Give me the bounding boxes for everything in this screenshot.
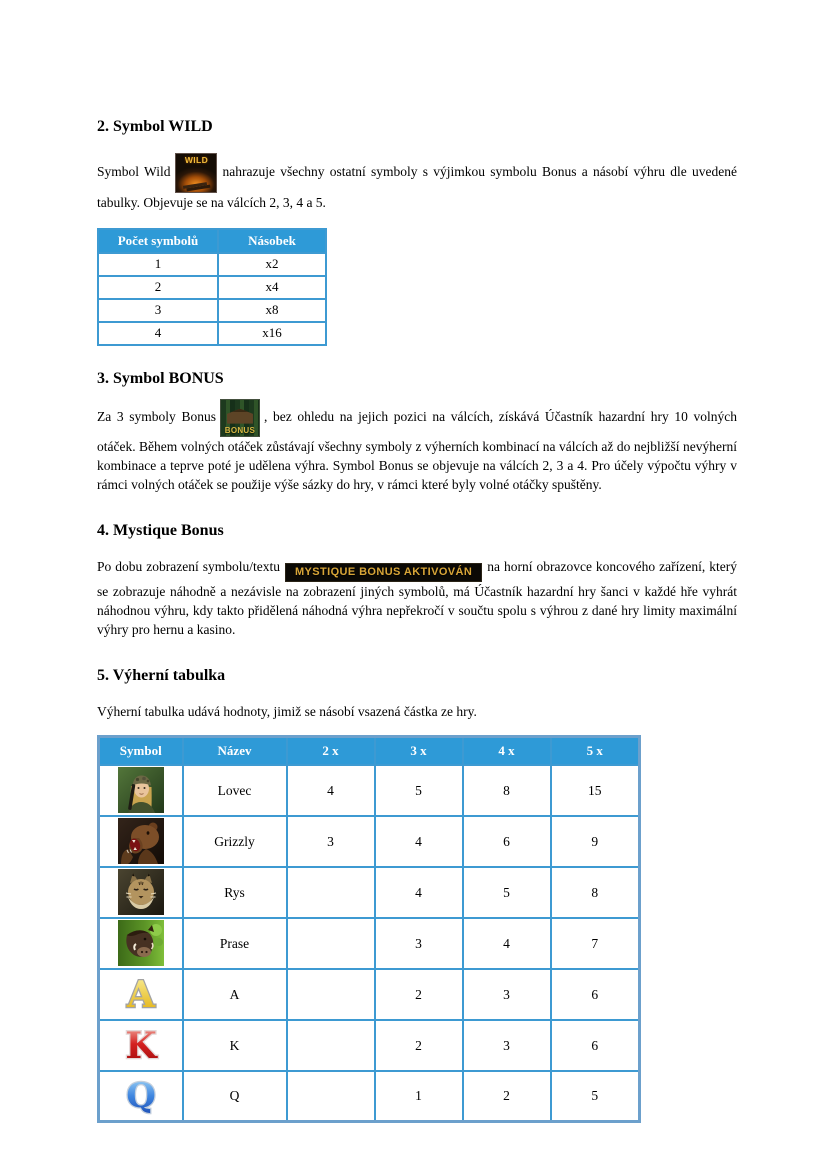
- symbol-cell: [99, 918, 183, 969]
- section-bonus-heading: 3. Symbol BONUS: [97, 369, 224, 387]
- paytable-header-3x: 3 x: [375, 737, 463, 765]
- count-cell: 4: [98, 322, 218, 345]
- paytable: [97, 735, 641, 1123]
- paytable-row-k: [99, 1020, 640, 1071]
- pay-4x-cell: 3: [463, 969, 551, 1020]
- pay-5x-cell: 5: [551, 1071, 640, 1122]
- pay-5x-cell: 6: [551, 1020, 640, 1071]
- name-cell: Prase: [183, 918, 287, 969]
- pay-2x-cell: [287, 1020, 375, 1071]
- pay-4x-cell: 3: [463, 1020, 551, 1071]
- symbol-cell: [99, 816, 183, 867]
- multiplier-cell: x8: [218, 299, 326, 322]
- symbol-cell: [99, 969, 183, 1020]
- pay-5x-cell: 6: [551, 969, 640, 1020]
- bonus-symbol-image: [220, 399, 260, 437]
- mystique-lead-before: Po dobu zobrazení symbolu/textu: [97, 558, 280, 574]
- prase-symbol-image: [118, 920, 164, 966]
- pay-4x-cell: 2: [463, 1071, 551, 1122]
- bonus-lead-before: Za 3 symboly Bonus: [97, 408, 216, 424]
- name-cell: Q: [183, 1071, 287, 1122]
- paytable-row-rys: [99, 867, 640, 918]
- name-cell: Lovec: [183, 765, 287, 816]
- svg-text:Q: Q: [125, 1075, 156, 1116]
- svg-text:A: A: [126, 974, 155, 1017]
- wild-lead-before: Symbol Wild: [97, 163, 171, 179]
- pay-2x-cell: [287, 1071, 375, 1122]
- wild-lead-after: nahrazuje všechny ostatní symboly s výjimkou symbolu Bonus a násobí výhru dle uvedené tabulky. Objevuje se na válcích 2, 3, 4 a 5.: [97, 163, 737, 210]
- pay-5x-cell: 9: [551, 816, 640, 867]
- pay-5x-cell: 15: [551, 765, 640, 816]
- count-cell: 1: [98, 253, 218, 276]
- wild-symbol-image: [175, 153, 217, 193]
- paytable-header-symbol: Symbol: [99, 737, 183, 765]
- svg-text:K: K: [125, 1025, 157, 1068]
- multiplier-row: [98, 276, 326, 299]
- section-mystique-heading: 4. Mystique Bonus: [97, 522, 224, 540]
- multiplier-table-header-row: [98, 229, 326, 253]
- section-wild-paragraph: [97, 153, 737, 212]
- pay-5x-cell: 7: [551, 918, 640, 969]
- pay-2x-cell: [287, 867, 375, 918]
- multiplier-cell: x16: [218, 322, 326, 345]
- section-wild-heading: 2. Symbol WILD: [97, 118, 213, 135]
- letter-k-symbol-image: [117, 1023, 165, 1067]
- multiplier-cell: x2: [218, 253, 326, 276]
- name-cell: Rys: [183, 867, 287, 918]
- paytable-header-4x: 4 x: [463, 737, 551, 765]
- pay-3x-cell: 2: [375, 969, 463, 1020]
- count-cell: 3: [98, 299, 218, 322]
- symbol-cell: [99, 1020, 183, 1071]
- mystique-bonus-badge: MYSTIQUE BONUS AKTIVOVÁN: [285, 563, 482, 582]
- pay-3x-cell: 5: [375, 765, 463, 816]
- grizzly-symbol-image: [118, 818, 164, 864]
- pay-5x-cell: 8: [551, 867, 640, 918]
- pay-3x-cell: 2: [375, 1020, 463, 1071]
- symbol-cell: [99, 867, 183, 918]
- paytable-header-row: [99, 737, 640, 765]
- count-cell: 2: [98, 276, 218, 299]
- paytable-row-grizzly: [99, 816, 640, 867]
- wild-symbol-label: WILD: [184, 154, 209, 165]
- bonus-lead-after: , bez ohledu na jejich pozici na válcích, získává Účastník hazardní hry 10 volných otáček. Během volných otáček zůstávají všechny symboly z výherních kombinací na válcích až do nejbližší nevýherní kombinace a teprve poté je udělena výhra. Symbol Bonus se objevuje na válcích 2, 3 a 4. Pro účely výpočtu výhry v rámci volných otáček se použije výše sázky do hry, v rámci které byly volné otáčky spuštěny.: [97, 408, 737, 492]
- pay-4x-cell: 8: [463, 765, 551, 816]
- pay-4x-cell: 4: [463, 918, 551, 969]
- multiplier-header-count: Počet symbolů: [98, 229, 218, 253]
- pay-3x-cell: 4: [375, 816, 463, 867]
- multiplier-row: [98, 253, 326, 276]
- mystique-lead-after: na horní obrazovce koncového zařízení, který se zobrazuje náhodně a nezávisle na zobrazení jiných symbolů, má Účastník hazardní hry šanci v každé hře vyhrát náhodnou výhru, kdy takto přidělená náhodná výhra nepřekročí v součtu spolu s výhrou z dané hry limity maximální výhry pro hernu a kasino.: [97, 558, 737, 638]
- pay-4x-cell: 5: [463, 867, 551, 918]
- paytable-row-lovec: [99, 765, 640, 816]
- multiplier-header-mult: Násobek: [218, 229, 326, 253]
- letter-q-symbol-image: [117, 1074, 165, 1118]
- symbol-cell: [99, 1071, 183, 1122]
- section-bonus-paragraph: [97, 399, 737, 494]
- paytable-row-prase: [99, 918, 640, 969]
- pay-3x-cell: 4: [375, 867, 463, 918]
- pay-3x-cell: 3: [375, 918, 463, 969]
- paytable-row-q: [99, 1071, 640, 1122]
- paytable-header-name: Název: [183, 737, 287, 765]
- section-paytable-heading: 5. Výherní tabulka: [97, 667, 226, 685]
- multiplier-row: [98, 322, 326, 345]
- symbol-cell: [99, 765, 183, 816]
- name-cell: Grizzly: [183, 816, 287, 867]
- letter-a-symbol-image: [117, 972, 165, 1016]
- wild-multiplier-table: [97, 228, 327, 346]
- pay-3x-cell: 1: [375, 1071, 463, 1122]
- rys-symbol-image: [118, 869, 164, 915]
- lovec-symbol-image: [118, 767, 164, 813]
- paytable-intro: Výherní tabulka udává hodnoty, jimiž se násobí vsazená částka ze hry.: [97, 703, 477, 719]
- pay-2x-cell: 4: [287, 765, 375, 816]
- section-mystique-paragraph: [97, 557, 737, 639]
- multiplier-row: [98, 299, 326, 322]
- pay-2x-cell: [287, 969, 375, 1020]
- pay-4x-cell: 6: [463, 816, 551, 867]
- paytable-header-2x: 2 x: [287, 737, 375, 765]
- bonus-symbol-label: BONUS: [224, 425, 256, 435]
- pay-2x-cell: [287, 918, 375, 969]
- paytable-row-a: [99, 969, 640, 1020]
- name-cell: K: [183, 1020, 287, 1071]
- paytable-header-5x: 5 x: [551, 737, 640, 765]
- pay-2x-cell: 3: [287, 816, 375, 867]
- multiplier-cell: x4: [218, 276, 326, 299]
- name-cell: A: [183, 969, 287, 1020]
